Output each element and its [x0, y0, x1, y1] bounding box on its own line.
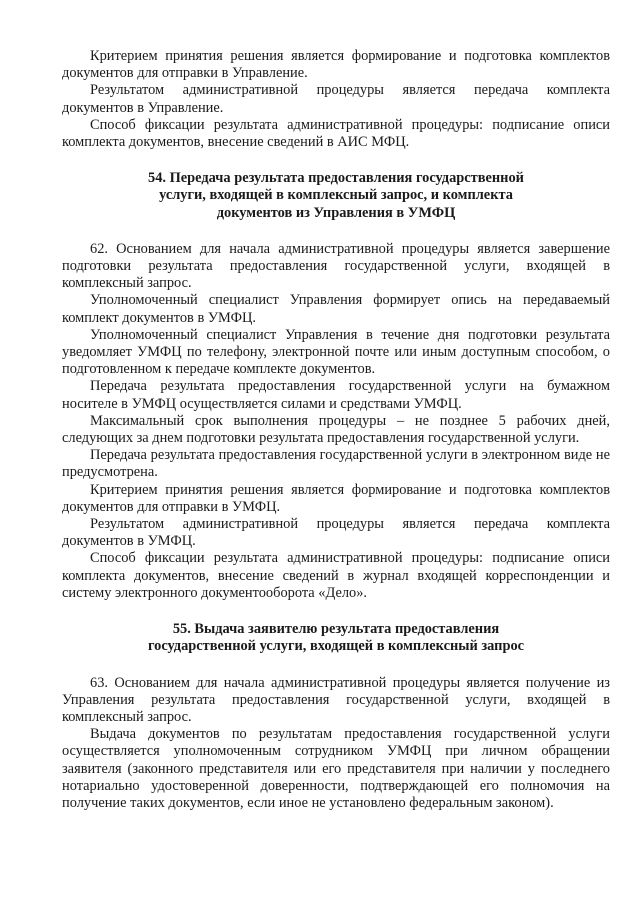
paragraph: Результатом административной процедуры является передача комплекта документов в УМФЦ. — [62, 516, 610, 550]
paragraph: Критерием принятия решения является формирование и подготовка комплектов документов для отправки в УМФЦ. — [62, 481, 610, 515]
heading-line: 55. Выдача заявителю результата предоставления — [172, 621, 500, 638]
section-54-heading — [62, 170, 610, 222]
paragraph: Передача результата предоставления государственной услуги в электронном виде не предусмотрена. — [62, 447, 610, 481]
section-54-body — [62, 241, 610, 602]
intro-block — [62, 48, 610, 151]
paragraph: Способ фиксации результата административной процедуры: подписание описи комплекта документов, внесение сведений в журнал входящей корреспонденции и систему электронного документооборота «Дело». — [62, 550, 610, 601]
section-55-body — [62, 675, 610, 813]
heading-line: государственной услуги, входящей в комплексный запрос — [147, 638, 525, 655]
paragraph: Уполномоченный специалист Управления формирует опись на передаваемый комплект документов в УМФЦ. — [62, 292, 610, 326]
paragraph: Уполномоченный специалист Управления в течение дня подготовки результата уведомляет УМФЦ по телефону, электронной почте или иным доступным способом, о подготовленном к передаче комплекте документов. — [62, 326, 610, 378]
heading-line: документов из Управления в УМФЦ — [216, 204, 456, 221]
paragraph: Максимальный срок выполнения процедуры – не позднее 5 рабочих дней, следующих за днем подготовки результата предоставления государственной услуги. — [62, 412, 610, 447]
paragraph: Выдача документов по результатам предоставления государственной услуги осуществляется уполномоченным сотрудником УМФЦ при личном обращении заявителя (законного представителя или его представителя при наличии у последнего нотариально удостоверенной доверенности, подтверждающей его полномочия на получение таких документов, если иное не установлено федеральным законом). — [62, 726, 610, 811]
paragraph: 62. Основанием для начала административной процедуры является завершение подготовки результата предоставления государственной услуги, входящей в комплексный запрос. — [62, 240, 610, 292]
paragraph: Результатом административной процедуры является передача комплекта документов в Управление. — [62, 82, 610, 116]
paragraph: Критерием принятия решения является формирование и подготовка комплектов документов для отправки в Управление. — [62, 48, 610, 82]
heading-line: 54. Передача результата предоставления государственной — [148, 170, 524, 187]
paragraph: Способ фиксации результата административной процедуры: подписание описи комплекта документов, внесение сведений в АИС МФЦ. — [62, 116, 610, 151]
heading-line: услуги, входящей в комплексный запрос, и комплекта — [159, 187, 513, 204]
paragraph: Передача результата предоставления государственной услуги на бумажном носителе в УМФЦ осуществляется силами и средствами УМФЦ. — [62, 378, 610, 412]
section-55-heading — [62, 621, 610, 655]
paragraph: 63. Основанием для начала административной процедуры является получение из Управления результата предоставления государственной услуги, входящей в комплексный запрос. — [62, 674, 610, 725]
